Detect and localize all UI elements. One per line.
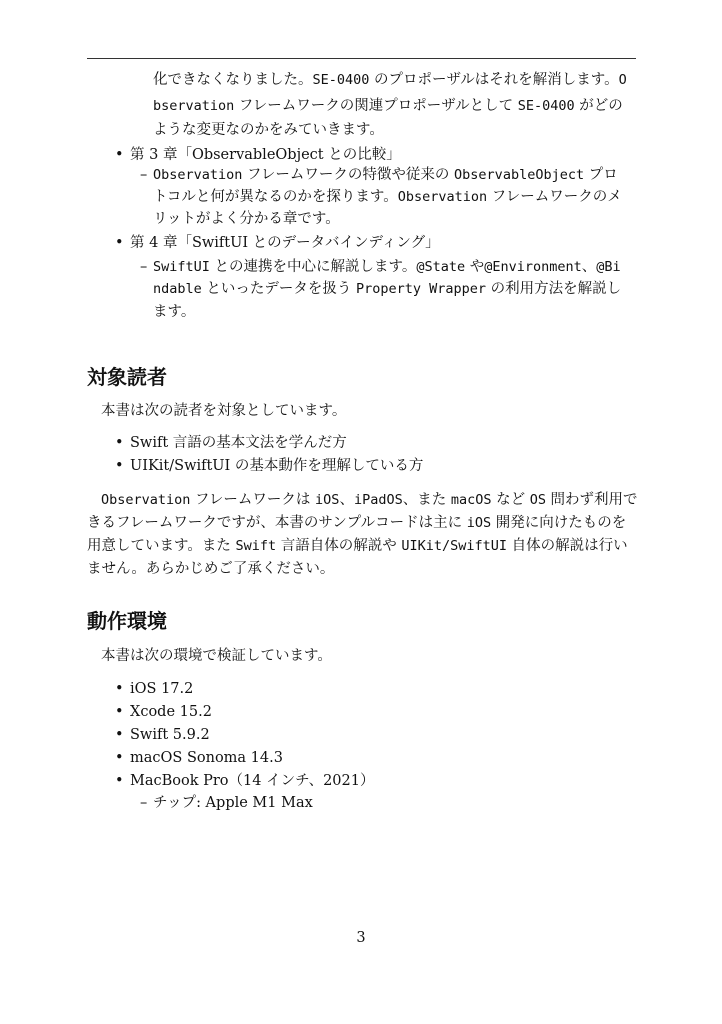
text-span: 問わず利用で	[545, 492, 638, 508]
text-span: Swift 言語の基本文法を学んだ方	[130, 435, 347, 451]
dash-icon: –	[140, 259, 148, 275]
section-heading	[87, 364, 167, 390]
inline-code: Observation	[153, 167, 243, 183]
inline-code: Observation	[101, 492, 191, 508]
text-span: Swift 5.9.2	[130, 727, 210, 743]
text-span: との連携を中心に解説します。	[209, 259, 417, 275]
text-span: 対象読者	[87, 365, 167, 389]
text-span: 第 4 章「SwiftUI とのデータバインディング」	[130, 235, 440, 251]
inline-code: bservation	[153, 98, 235, 114]
text-span: 、	[339, 492, 354, 508]
bullet-icon: •	[115, 435, 124, 451]
text-span: フレームワークのメ	[487, 189, 622, 205]
inline-code: OS	[529, 492, 546, 508]
inline-code: SE-0400	[517, 98, 575, 114]
inline-code: ObservableObject	[454, 167, 585, 183]
text-span: フレームワークは	[190, 492, 316, 508]
inline-code: macOS	[450, 492, 492, 508]
text-span: きるフレームワークですが、本書のサンプルコードは主に	[87, 515, 467, 531]
text-span: 自体の解説は行い	[506, 538, 628, 554]
text-span: MacBook Pro（14 インチ、2021）	[130, 773, 375, 789]
text-span: iOS 17.2	[130, 681, 194, 697]
sub-list-item	[140, 793, 313, 813]
text-span: 言語自体の解説や	[276, 538, 402, 554]
text-line	[153, 187, 622, 207]
text-span: や	[465, 259, 485, 275]
text-span: 用意しています。また	[87, 538, 236, 554]
text-span: 本書は次の環境で検証しています。	[101, 648, 332, 664]
text-span: ような変更なのかをみていきます。	[153, 122, 384, 138]
text-line	[153, 120, 384, 140]
inline-code: iOS	[466, 515, 492, 531]
text-span: 本書は次の読者を対象としています。	[101, 403, 347, 419]
inline-code: @State	[416, 259, 466, 275]
text-span: の利用方法を解説し	[486, 281, 622, 297]
text-span: ません。あらかじめご了承ください。	[87, 561, 335, 577]
text-line	[101, 401, 346, 421]
text-span: UIKit/SwiftUI の基本動作を理解している方	[130, 458, 424, 474]
page-number: 3	[356, 930, 366, 946]
text-line	[87, 536, 628, 556]
text-line	[101, 646, 332, 666]
text-span: チップ: Apple M1 Max	[153, 795, 313, 811]
list-item	[115, 748, 283, 768]
list-item	[115, 433, 347, 453]
text-span: 、	[581, 259, 597, 275]
inline-code: iOS	[315, 492, 340, 508]
inline-code: Property Wrapper	[356, 281, 487, 297]
bullet-icon: •	[115, 147, 124, 163]
text-span: 開発に向けたものを	[491, 515, 627, 531]
bullet-icon: •	[115, 727, 124, 743]
bullet-icon: •	[115, 750, 124, 766]
text-line	[153, 209, 340, 229]
inline-code: @Bi	[596, 259, 621, 275]
inline-code: Swift	[235, 538, 277, 554]
text-span: リットがよく分かる章です。	[153, 211, 340, 227]
bullet-icon: •	[115, 681, 124, 697]
text-span: ます。	[153, 304, 196, 320]
sub-list-item	[140, 257, 621, 277]
bullet-icon: •	[115, 458, 124, 474]
dash-icon: –	[140, 167, 148, 183]
header-rule	[87, 58, 636, 59]
inline-code: SE-0400	[312, 72, 370, 88]
list-item	[115, 771, 375, 791]
text-line	[101, 490, 638, 510]
section-heading	[87, 608, 167, 634]
text-line	[153, 302, 195, 322]
text-line	[153, 70, 627, 90]
text-span: 化できなくなりました。	[153, 72, 313, 88]
text-line	[87, 513, 626, 533]
inline-code: Observation	[397, 189, 488, 205]
list-item	[115, 145, 401, 165]
text-span: フレームワークの関連プロポーザルとして	[234, 98, 518, 114]
text-line	[153, 96, 623, 116]
text-span: など	[491, 492, 530, 508]
text-line	[87, 559, 334, 579]
bullet-icon: •	[115, 773, 124, 789]
text-span: トコルと何が異なるのかを探ります。	[153, 189, 398, 205]
text-span: フレームワークの特徴や従来の	[242, 167, 455, 183]
text-span: macOS Sonoma 14.3	[130, 750, 283, 766]
text-line	[153, 279, 621, 299]
inline-code: UIKit/SwiftUI	[401, 538, 507, 554]
list-item	[115, 725, 210, 745]
inline-code: SwiftUI	[153, 259, 210, 275]
bullet-icon: •	[115, 235, 124, 251]
text-span: 、また	[402, 492, 451, 508]
text-span: のプロポーザルはそれを解消します。	[369, 72, 619, 88]
text-span: といったデータを扱う	[201, 281, 356, 297]
bullet-icon: •	[115, 704, 124, 720]
list-item	[115, 679, 194, 699]
text-span: がどの	[574, 98, 623, 114]
text-span: 動作環境	[87, 609, 167, 633]
inline-code: ndable	[153, 281, 202, 297]
list-item	[115, 456, 424, 476]
text-span: プロ	[584, 167, 618, 183]
text-span: 第 3 章「ObservableObject との比較」	[130, 147, 401, 163]
inline-code: @Environment	[484, 259, 582, 275]
inline-code: iPadOS	[353, 492, 403, 508]
list-item	[115, 702, 212, 722]
text-span: Xcode 15.2	[130, 704, 212, 720]
sub-list-item	[140, 165, 618, 185]
list-item	[115, 233, 440, 253]
dash-icon: –	[140, 795, 148, 811]
inline-code: O	[618, 72, 627, 88]
